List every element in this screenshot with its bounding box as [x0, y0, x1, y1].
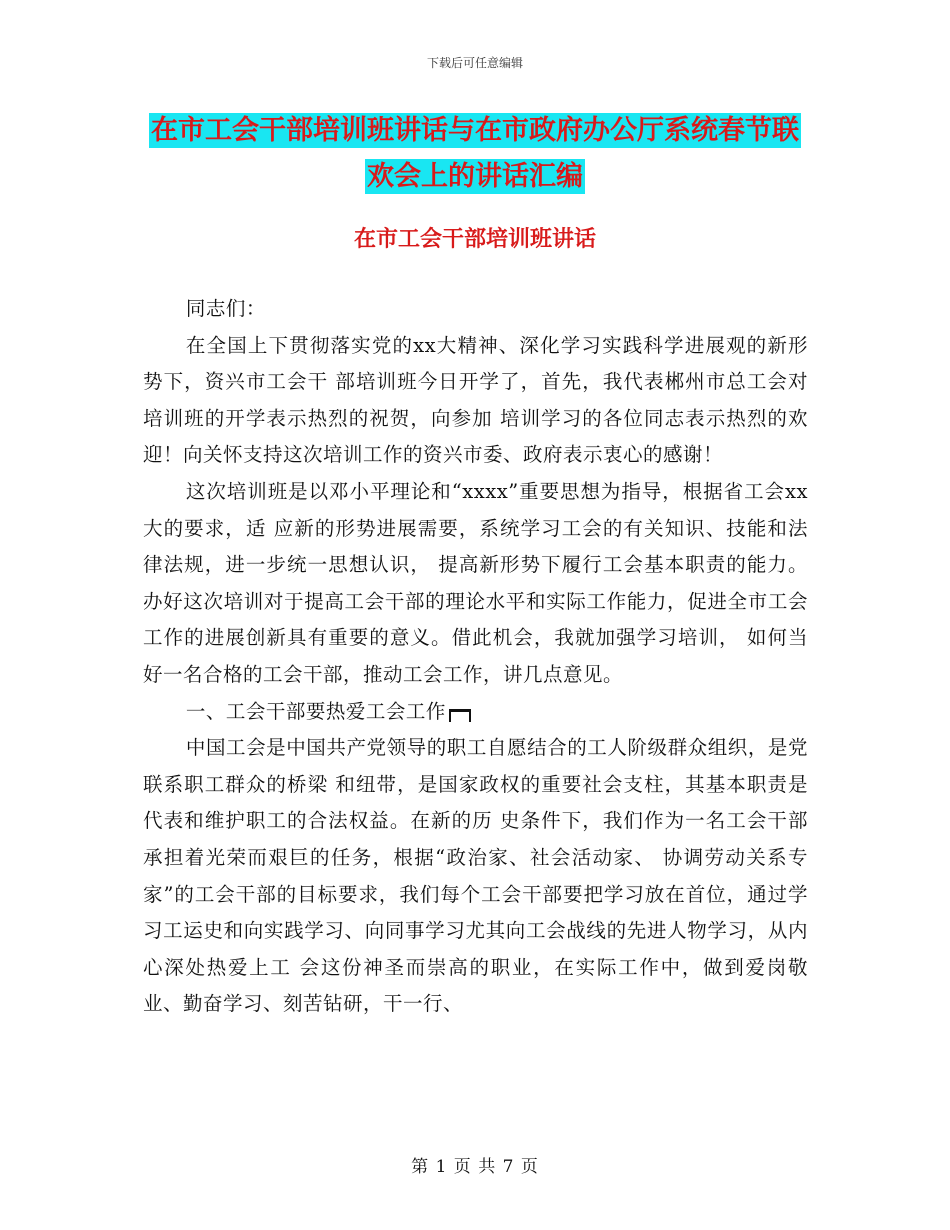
- header-note: 下载后可任意编辑: [426, 56, 523, 70]
- document-title: [140, 108, 810, 200]
- paragraph: 中国工会是中国共产党领导的职工自愿结合的工人阶级群众组织，是党联系职工群众的桥梁 和纽带，是国家政权的重要社会支柱，其基本职责是代表和维护职工的合法权益。在新的历 史条件下，我们作为一名工会干部承担着光荣而艰巨的任务，根据“政治家、社会活动家、 协调劳动关系专家”的工会干部的目标要求，我们每个工会干部要把学习放在首位，通过学 习工运史和向实践学习、向同事学习尤其向工会战线的先进人物学习，从内心深处热爱上工 会这份神圣而崇高的职业，在实际工作中，做到爱岗敬业、勤奋学习、刻苦钻研，干一行、: [143, 736, 808, 1016]
- page-number: 第 1 页 共 7 页: [411, 1157, 539, 1177]
- heading-mark-icon: [449, 709, 471, 722]
- paragraph: 这次培训班是以邓小平理论和“xxxx”重要思想为指导，根据省工会xx大的要求，适 应新的形势进展需要，系统学习工会的有关知识、技能和法律法规，进一步统一思想认识， 提高新形势下履行工会基本职责的能力。办好这次培训对于提高工会干部的理论水平和实际工作能力，促进全市工会工作的进展创新具有重要的意义。借此机会，我就加强学习培训， 如何当好一名合格的工会干部，推动工会工作，讲几点意见。: [143, 479, 808, 686]
- salutation: 同志们：: [185, 297, 266, 320]
- section-heading-one: [143, 694, 808, 731]
- document-title-text: 在市工会干部培训班讲话与在市政府办公厅系统春节联欢会上的讲话汇编: [151, 115, 799, 192]
- heading-text: 一、工会干部要热爱工会工作: [185, 699, 446, 723]
- paragraph: 在全国上下贯彻落实党的xx大精神、深化学习实践科学进展观的新形势下，资兴市工会干 部培训班今日开学了，首先，我代表郴州市总工会对培训班的开学表示热烈的祝贺，向参加 培训学习的各位同志表示热烈的欢迎！向关怀支持这次培训工作的资兴市委、政府表示衷心的感谢！: [143, 333, 808, 467]
- section-title: 在市工会干部培训班讲话: [353, 227, 596, 252]
- document-body: [143, 291, 808, 1023]
